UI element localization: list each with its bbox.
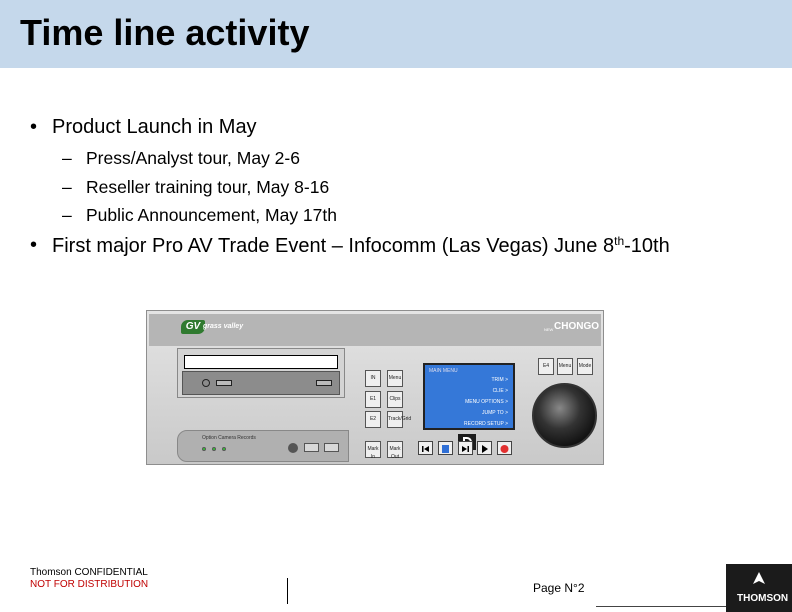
status-led-icon (222, 447, 226, 451)
sub-text: Reseller training tour, May 8-16 (86, 177, 330, 197)
bullet-marker: • (30, 234, 38, 256)
lcd-menu-item: MENU OPTIONS > (465, 399, 508, 405)
footer-rule (596, 606, 726, 607)
lcd-menu-item: TRIM > (491, 377, 508, 383)
play-icon (477, 441, 492, 455)
drive-button (216, 380, 232, 386)
device-key: Mark In (365, 441, 381, 458)
page-number: Page N°2 (533, 581, 585, 595)
port-icon (304, 443, 319, 452)
device-key: E1 (365, 391, 381, 408)
device-key: E4 (538, 358, 554, 375)
record-icon (497, 441, 512, 455)
sub-marker: – (62, 148, 72, 168)
lcd-menu-item: JUMP TO > (482, 410, 508, 416)
skip-forward-icon (458, 441, 473, 455)
device-key: Menu (387, 370, 403, 387)
thomson-logo-icon (753, 572, 765, 589)
device-key: Mark Out (387, 441, 403, 458)
lcd-title: MAIN MENU (429, 368, 458, 374)
sub-marker: – (62, 177, 72, 197)
thomson-wordmark: THOMSON (737, 593, 789, 604)
device-key: Mode (577, 358, 593, 375)
footer-divider (287, 578, 288, 604)
io-label: Option Camera Records (202, 435, 256, 441)
slide-title: Time line activity (20, 12, 310, 53)
bullet-text: Product Launch in May (52, 116, 257, 138)
confidential-label: Thomson CONFIDENTIAL (30, 567, 148, 578)
model-prefix: NEW (544, 327, 554, 332)
drive-led-icon (202, 379, 210, 387)
status-led-icon (212, 447, 216, 451)
sub-marker: – (62, 205, 72, 225)
sub-text: Press/Analyst tour, May 2-6 (86, 148, 300, 168)
port-icon (324, 443, 339, 452)
io-strip (177, 430, 349, 462)
disc-drive (177, 348, 345, 398)
lcd-menu-item: CLIE > (492, 388, 508, 394)
eject-button (316, 380, 332, 386)
device-key: Track/Grid (387, 411, 403, 428)
lcd-menu-item: RECORD SETUP > (464, 421, 508, 427)
bullet-text-main: First major Pro AV Trade Event – Infocomm (Las Vegas) June 8 (52, 235, 615, 257)
bullet-text-end: -10th (624, 235, 670, 257)
device-key: IN (365, 370, 381, 387)
bullet-sup: th (614, 234, 625, 248)
sub-text: Public Announcement, May 17th (86, 205, 337, 225)
headphone-jack-icon (288, 443, 298, 453)
model-name: CHONGO (554, 321, 599, 332)
device-key: E2 (365, 411, 381, 428)
bullet-text (52, 234, 670, 258)
distribution-label: NOT FOR DISTRIBUTION (30, 579, 149, 590)
brand-name: grass valley (203, 323, 244, 330)
lcd-screen (423, 363, 515, 430)
jog-wheel (532, 383, 597, 448)
disc-slot (184, 355, 338, 369)
skip-back-icon (418, 441, 433, 455)
device-top-band (149, 314, 601, 346)
device-key: Menu (557, 358, 573, 375)
status-led-icon (202, 447, 206, 451)
gv-logo: GV (181, 320, 205, 334)
stop-icon (438, 441, 453, 455)
device-key: Clips (387, 391, 403, 408)
bullet-marker: • (30, 116, 38, 138)
